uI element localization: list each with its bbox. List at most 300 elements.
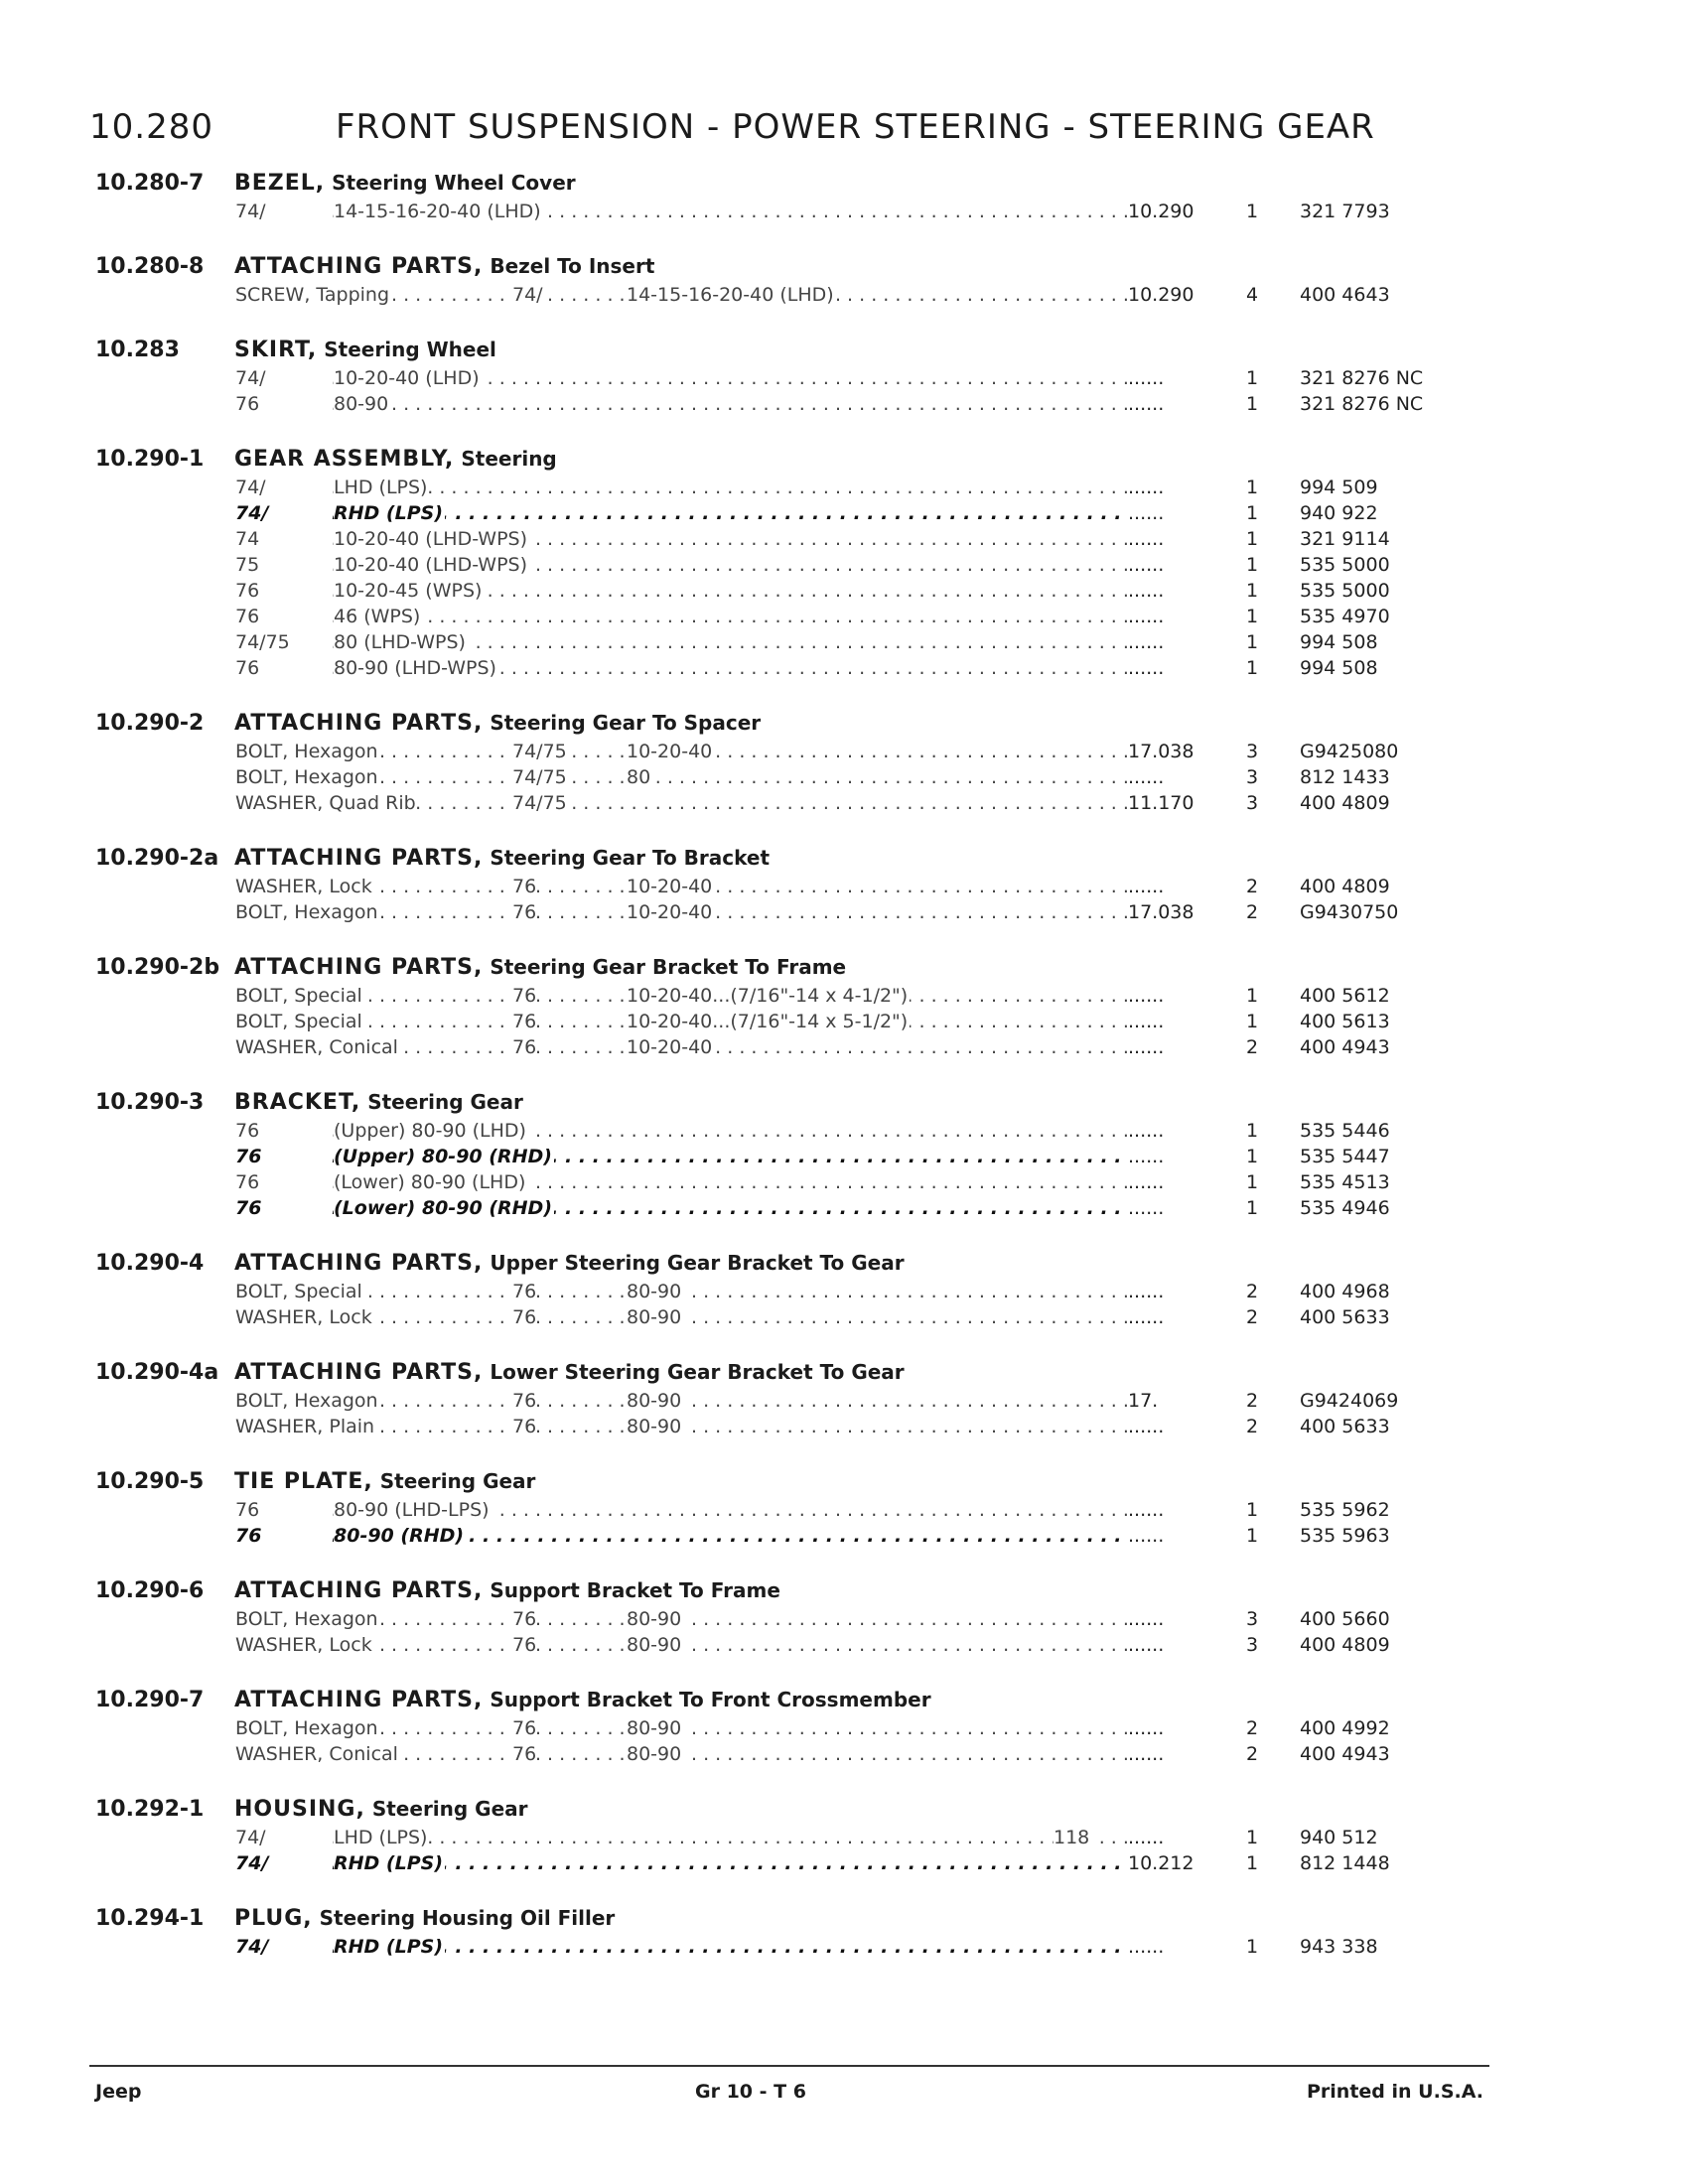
model-spec: RHD (LPS) — [334, 1936, 444, 1958]
reference-number: ...... — [1128, 1281, 1207, 1302]
section-number: 10.290-7 — [95, 1688, 205, 1712]
quantity: 1 — [1245, 1936, 1259, 1958]
model-year: 74/ — [235, 502, 330, 524]
fastener-type: WASHER, Lock — [235, 876, 372, 897]
section-item-description: Steering Gear To Spacer — [490, 711, 762, 735]
part-number: 535 5962 — [1300, 1499, 1390, 1521]
reference-number: ...... — [1128, 606, 1207, 627]
section-number: 10.290-2b — [95, 955, 220, 980]
model-year: 74/ — [235, 201, 330, 222]
section-title — [234, 846, 770, 871]
model-spec: 10-20-40...(7/16"-14 x 5-1/2") — [627, 1011, 909, 1032]
model-spec: 80 (LHD-WPS) — [334, 631, 466, 653]
section-item-name: ATTACHING PARTS, — [234, 1688, 484, 1712]
model-spec: 80-90 — [334, 393, 389, 415]
model-spec: 10-20-40 (LHD) — [334, 367, 480, 389]
fastener-type: WASHER, Conical — [235, 1036, 398, 1058]
section-heading — [95, 447, 1505, 477]
reference-number: ...... — [1128, 1499, 1207, 1521]
parts-section — [95, 955, 1505, 1062]
model-spec: RHD (LPS) — [334, 1852, 444, 1874]
section-item-name: ATTACHING PARTS, — [234, 1251, 484, 1276]
fastener-type: WASHER, Lock — [235, 1634, 372, 1656]
model-year: 76 — [512, 1306, 537, 1328]
part-number: 535 5446 — [1300, 1120, 1390, 1142]
quantity: 2 — [1245, 1306, 1259, 1328]
part-row — [95, 1634, 1505, 1660]
reference-number: ...... — [1128, 1011, 1207, 1032]
model-year: 76 — [512, 1634, 537, 1656]
quantity: 1 — [1245, 477, 1259, 498]
part-row — [95, 1306, 1505, 1332]
reference-number: ...... — [1128, 1936, 1207, 1958]
part-number: 994 508 — [1300, 657, 1378, 679]
reference-number: ...... — [1128, 766, 1207, 788]
part-number: 535 4946 — [1300, 1197, 1390, 1219]
quantity: 3 — [1245, 792, 1259, 814]
model-spec: 80-90 (RHD) — [334, 1525, 465, 1547]
model-year: 76 — [235, 1197, 330, 1219]
section-item-name: TIE PLATE, — [234, 1469, 373, 1494]
part-row — [95, 1936, 1505, 1962]
footer-page-ref: Gr 10 - T 6 — [695, 2081, 806, 2103]
section-heading — [95, 1090, 1505, 1120]
footer-printed: Printed in U.S.A. — [1307, 2081, 1483, 2103]
section-item-name: ATTACHING PARTS, — [234, 711, 484, 736]
model-spec: (Upper) 80-90 (LHD) — [334, 1120, 526, 1142]
quantity: 1 — [1245, 1525, 1259, 1547]
reference-number: ...... — [1128, 477, 1207, 498]
section-item-description: Bezel To Insert — [490, 254, 655, 278]
section-title — [234, 447, 557, 472]
section-number: 10.290-2 — [95, 711, 205, 736]
quantity: 3 — [1245, 1634, 1259, 1656]
model-spec: 80-90 (LHD-WPS) — [334, 657, 496, 679]
section-item-description: Support Bracket To Frame — [490, 1578, 780, 1602]
section-title — [234, 955, 846, 980]
part-row — [95, 901, 1505, 927]
parts-section — [95, 1578, 1505, 1660]
model-spec: 80-90 — [627, 1416, 682, 1437]
part-row — [95, 876, 1505, 901]
reference-number: ...... — [1128, 1036, 1207, 1058]
model-year: 74/ — [235, 477, 330, 498]
part-number: 400 4943 — [1300, 1036, 1390, 1058]
section-title — [234, 711, 761, 736]
model-year: 76 — [235, 1525, 330, 1547]
model-spec: 10-20-40...(7/16"-14 x 4-1/2") — [627, 985, 909, 1007]
model-spec: RHD (LPS) — [334, 502, 444, 524]
model-spec: 10-20-40 (LHD-WPS) — [334, 528, 528, 550]
page-footer — [89, 2065, 1489, 2107]
section-item-description: Steering Gear — [367, 1090, 523, 1114]
quantity: 3 — [1245, 766, 1259, 788]
parts-section — [95, 1469, 1505, 1551]
model-spec: 10-20-40 — [627, 876, 713, 897]
part-row — [95, 741, 1505, 766]
quantity: 4 — [1245, 284, 1259, 306]
quantity: 1 — [1245, 1499, 1259, 1521]
reference-number: ...... — [1128, 393, 1207, 415]
reference-number: ...... — [1128, 1306, 1207, 1328]
model-year: 76 — [512, 985, 537, 1007]
section-number: 10.280-8 — [95, 254, 205, 279]
dot-leader — [235, 1390, 1189, 1412]
part-row — [95, 1011, 1505, 1036]
section-item-description: Steering Gear To Bracket — [490, 846, 770, 870]
quantity: 1 — [1245, 1120, 1259, 1142]
model-year: 74/ — [235, 1827, 330, 1848]
part-row — [95, 1827, 1505, 1852]
reference-number: ...... — [1128, 876, 1207, 897]
part-number: 535 5963 — [1300, 1525, 1390, 1547]
reference-number: ...... — [1128, 1608, 1207, 1630]
dot-leader — [235, 766, 1189, 788]
reference-number: ...... — [1128, 580, 1207, 602]
section-item-name: BRACKET, — [234, 1090, 361, 1115]
section-number: 10.290-6 — [95, 1578, 205, 1603]
quantity: 1 — [1245, 580, 1259, 602]
fastener-type: WASHER, Quad Rib — [235, 792, 416, 814]
reference-number: ...... — [1128, 1197, 1207, 1219]
section-item-name: BEZEL, — [234, 171, 326, 196]
quantity: 1 — [1245, 393, 1259, 415]
section-heading — [95, 1906, 1505, 1936]
model-spec: 10-20-40 (LHD-WPS) — [334, 554, 528, 576]
reference-number: ...... — [1128, 1525, 1207, 1547]
model-spec: 14-15-16-20-40 (LHD) — [627, 284, 834, 306]
section-item-name: ATTACHING PARTS, — [234, 254, 484, 279]
section-item-description: Lower Steering Gear Bracket To Gear — [490, 1360, 905, 1384]
part-number: 321 7793 — [1300, 201, 1390, 222]
model-year: 74/ — [235, 1852, 330, 1874]
part-number: 812 1433 — [1300, 766, 1390, 788]
part-number: 400 4809 — [1300, 792, 1390, 814]
section-title — [234, 338, 496, 362]
footer-brand: Jeep — [95, 2081, 142, 2103]
quantity: 2 — [1245, 1036, 1259, 1058]
model-year: 74/ — [235, 367, 330, 389]
quantity: 1 — [1245, 554, 1259, 576]
parts-section — [95, 1797, 1505, 1878]
section-item-name: ATTACHING PARTS, — [234, 1578, 484, 1603]
dot-leader — [235, 1717, 1189, 1739]
part-row — [95, 554, 1505, 580]
model-spec: 80-90 — [627, 1306, 682, 1328]
part-row — [95, 201, 1505, 226]
part-number: 535 4970 — [1300, 606, 1390, 627]
dot-leader — [235, 1608, 1189, 1630]
reference-number: ...... — [1128, 1171, 1207, 1193]
part-number: 994 509 — [1300, 477, 1378, 498]
part-number: 535 5000 — [1300, 580, 1390, 602]
quantity: 1 — [1245, 1011, 1259, 1032]
quantity: 2 — [1245, 1717, 1259, 1739]
part-number: 535 5000 — [1300, 554, 1390, 576]
reference-number: ...... — [1128, 1634, 1207, 1656]
part-row — [95, 1120, 1505, 1146]
quantity: 2 — [1245, 1281, 1259, 1302]
part-row — [95, 1525, 1505, 1551]
dot-leader — [235, 1306, 1189, 1328]
model-spec: 80-90 — [627, 1281, 682, 1302]
reference-number: ...... — [1128, 1717, 1207, 1739]
model-year: 74/75 — [512, 741, 567, 762]
section-item-name: ATTACHING PARTS, — [234, 1360, 484, 1385]
part-row — [95, 1743, 1505, 1769]
part-row — [95, 1608, 1505, 1634]
parts-section — [95, 1090, 1505, 1223]
model-year: 76 — [512, 1011, 537, 1032]
section-item-description: Steering Gear Bracket To Frame — [490, 955, 847, 979]
section-title — [234, 1090, 523, 1115]
part-number: 400 4968 — [1300, 1281, 1390, 1302]
quantity: 3 — [1245, 741, 1259, 762]
reference-number: 11.170 — [1128, 792, 1207, 814]
model-year: 74 — [235, 528, 330, 550]
section-title — [234, 1469, 535, 1494]
model-spec: 80-90 — [627, 1634, 682, 1656]
section-item-description: Support Bracket To Front Crossmember — [490, 1688, 931, 1711]
model-year: 74/ — [235, 1936, 330, 1958]
model-spec: 10-20-40 — [627, 741, 713, 762]
part-number: 400 4809 — [1300, 1634, 1390, 1656]
part-row — [95, 284, 1505, 310]
reference-number: ...... — [1128, 367, 1207, 389]
model-spec: 80 — [627, 766, 651, 788]
section-item-description: Steering Wheel Cover — [332, 171, 576, 195]
section-item-name: ATTACHING PARTS, — [234, 846, 484, 871]
section-item-name: GEAR ASSEMBLY, — [234, 447, 455, 472]
model-year: 75 — [235, 554, 330, 576]
page-title: FRONT SUSPENSION - POWER STEERING - STEERING GEAR — [336, 107, 1375, 147]
model-year: 76 — [235, 1499, 330, 1521]
parts-section — [95, 711, 1505, 818]
part-number: 400 4992 — [1300, 1717, 1390, 1739]
part-number: 812 1448 — [1300, 1852, 1390, 1874]
part-row — [95, 367, 1505, 393]
section-number: 10.290-1 — [95, 447, 205, 472]
model-spec: 10-20-40 — [627, 1036, 713, 1058]
parts-section — [95, 447, 1505, 683]
part-row — [95, 502, 1505, 528]
section-number: 10.290-2a — [95, 846, 219, 871]
section-heading — [95, 1251, 1505, 1281]
model-year: 76 — [235, 1171, 330, 1193]
fastener-type: BOLT, Hexagon — [235, 1608, 378, 1630]
fastener-type: WASHER, Lock — [235, 1306, 372, 1328]
part-number: 321 9114 — [1300, 528, 1390, 550]
part-row — [95, 393, 1505, 419]
model-year: 76 — [512, 1608, 537, 1630]
reference-number: ...... — [1128, 528, 1207, 550]
reference-number: ...... — [1128, 1827, 1207, 1848]
model-year: 76 — [512, 1036, 537, 1058]
quantity: 1 — [1245, 502, 1259, 524]
quantity: 3 — [1245, 1608, 1259, 1630]
fastener-type: SCREW, Tapping — [235, 284, 390, 306]
section-item-description: Steering Wheel — [324, 338, 496, 361]
reference-number: ...... — [1128, 1120, 1207, 1142]
section-title — [234, 1797, 528, 1822]
part-row — [95, 1499, 1505, 1525]
model-spec: 10-20-45 (WPS) — [334, 580, 483, 602]
section-number: 10.292-1 — [95, 1797, 205, 1822]
quantity: 2 — [1245, 1416, 1259, 1437]
fastener-type: BOLT, Special — [235, 1011, 362, 1032]
reference-number: ...... — [1128, 1416, 1207, 1437]
model-spec: LHD (LPS) — [334, 1827, 428, 1848]
quantity: 1 — [1245, 657, 1259, 679]
parts-section — [95, 171, 1505, 226]
part-number: G9425080 — [1300, 741, 1399, 762]
section-number: 10.294-1 — [95, 1906, 205, 1931]
part-number: 535 5447 — [1300, 1146, 1390, 1167]
quantity: 1 — [1245, 606, 1259, 627]
part-number: 940 512 — [1300, 1827, 1378, 1848]
parts-list — [95, 171, 1505, 1989]
part-number: 400 5612 — [1300, 985, 1390, 1007]
reference-number: ...... — [1128, 1743, 1207, 1765]
model-year: 76 — [512, 1743, 537, 1765]
model-year: 76 — [512, 1416, 537, 1437]
reference-number: ...... — [1128, 631, 1207, 653]
part-row — [95, 580, 1505, 606]
quantity: 1 — [1245, 1827, 1259, 1848]
part-number: G9430750 — [1300, 901, 1399, 923]
model-spec: 46 (WPS) — [334, 606, 421, 627]
section-number: 10.290-3 — [95, 1090, 205, 1115]
quantity: 1 — [1245, 528, 1259, 550]
parts-section — [95, 1688, 1505, 1769]
parts-section — [95, 254, 1505, 310]
part-row — [95, 1717, 1505, 1743]
reference-number: ...... — [1128, 657, 1207, 679]
section-item-name: SKIRT, — [234, 338, 318, 362]
part-number: 943 338 — [1300, 1936, 1378, 1958]
part-row — [95, 477, 1505, 502]
section-title — [234, 171, 576, 196]
quantity: 2 — [1245, 876, 1259, 897]
section-title — [234, 1688, 931, 1712]
dot-leader — [235, 1416, 1189, 1437]
quantity: 1 — [1245, 367, 1259, 389]
model-spec: 10-20-40 — [627, 901, 713, 923]
model-spec: (Lower) 80-90 (LHD) — [334, 1171, 526, 1193]
model-year: 74/75 — [512, 792, 567, 814]
fastener-type: BOLT, Hexagon — [235, 1717, 378, 1739]
parts-section — [95, 1251, 1505, 1332]
part-number: 321 8276 NC — [1300, 393, 1424, 415]
quantity: 1 — [1245, 631, 1259, 653]
quantity: 1 — [1245, 1852, 1259, 1874]
reference-number: 17.038 — [1128, 901, 1207, 923]
part-row — [95, 1171, 1505, 1197]
fastener-type: BOLT, Special — [235, 985, 362, 1007]
quantity: 1 — [1245, 985, 1259, 1007]
model-year: 74/75 — [235, 631, 330, 653]
part-number: G9424069 — [1300, 1390, 1399, 1412]
part-row — [95, 792, 1505, 818]
fastener-type: BOLT, Hexagon — [235, 741, 378, 762]
part-number: 535 4513 — [1300, 1171, 1390, 1193]
part-number: 400 4643 — [1300, 284, 1390, 306]
section-item-description: Steering — [461, 447, 557, 471]
reference-number: ...... — [1128, 502, 1207, 524]
section-heading — [95, 1578, 1505, 1608]
group-number: 10.280 — [89, 107, 213, 147]
section-heading — [95, 846, 1505, 876]
reference-number: 17.038 — [1128, 741, 1207, 762]
part-number: 400 5660 — [1300, 1608, 1390, 1630]
reference-number: ...... — [1128, 985, 1207, 1007]
fastener-type: BOLT, Hexagon — [235, 1390, 378, 1412]
section-title — [234, 1251, 905, 1276]
model-year: 76 — [235, 393, 330, 415]
part-row — [95, 985, 1505, 1011]
part-row — [95, 1146, 1505, 1171]
section-number: 10.283 — [95, 338, 180, 362]
part-row — [95, 657, 1505, 683]
model-year: 76 — [235, 606, 330, 627]
section-heading — [95, 1469, 1505, 1499]
section-item-name: ATTACHING PARTS, — [234, 955, 484, 980]
section-item-description: Upper Steering Gear Bracket To Gear — [490, 1251, 905, 1275]
part-number: 994 508 — [1300, 631, 1378, 653]
part-row — [95, 766, 1505, 792]
reference-number: ...... — [1128, 554, 1207, 576]
model-spec: 14-15-16-20-40 (LHD) — [334, 201, 541, 222]
part-number: 321 8276 NC — [1300, 367, 1424, 389]
part-number: 400 5633 — [1300, 1306, 1390, 1328]
model-year: 76 — [512, 876, 537, 897]
quantity: 1 — [1245, 201, 1259, 222]
model-spec: 80-90 — [627, 1717, 682, 1739]
quantity: 1 — [1245, 1146, 1259, 1167]
reference-number: 10.290 — [1128, 201, 1207, 222]
quantity: 1 — [1245, 1171, 1259, 1193]
part-row — [95, 606, 1505, 631]
section-item-description: Steering Housing Oil Filler — [319, 1906, 616, 1930]
section-item-name: HOUSING, — [234, 1797, 365, 1822]
section-title — [234, 254, 654, 279]
part-number: 400 5633 — [1300, 1416, 1390, 1437]
model-year: 76 — [512, 1281, 537, 1302]
model-year: 76 — [235, 580, 330, 602]
model-spec: 80-90 — [627, 1608, 682, 1630]
model-year: 74/75 — [512, 766, 567, 788]
part-row — [95, 528, 1505, 554]
fastener-type: BOLT, Hexagon — [235, 766, 378, 788]
model-spec: 80-90 — [627, 1390, 682, 1412]
model-spec: (Lower) 80-90 (RHD) — [334, 1197, 553, 1219]
part-number: 400 4809 — [1300, 876, 1390, 897]
model-year: 76 — [235, 1146, 330, 1167]
reference-number: ...... — [1128, 1146, 1207, 1167]
part-row — [95, 1852, 1505, 1878]
part-number: 400 5613 — [1300, 1011, 1390, 1032]
section-heading — [95, 338, 1505, 367]
section-heading — [95, 711, 1505, 741]
section-heading — [95, 254, 1505, 284]
section-heading — [95, 955, 1505, 985]
section-title — [234, 1578, 780, 1603]
fastener-type: BOLT, Special — [235, 1281, 362, 1302]
model-year: 76 — [512, 901, 537, 923]
model-year: 76 — [512, 1717, 537, 1739]
section-number: 10.290-4a — [95, 1360, 219, 1385]
section-title — [234, 1906, 615, 1931]
